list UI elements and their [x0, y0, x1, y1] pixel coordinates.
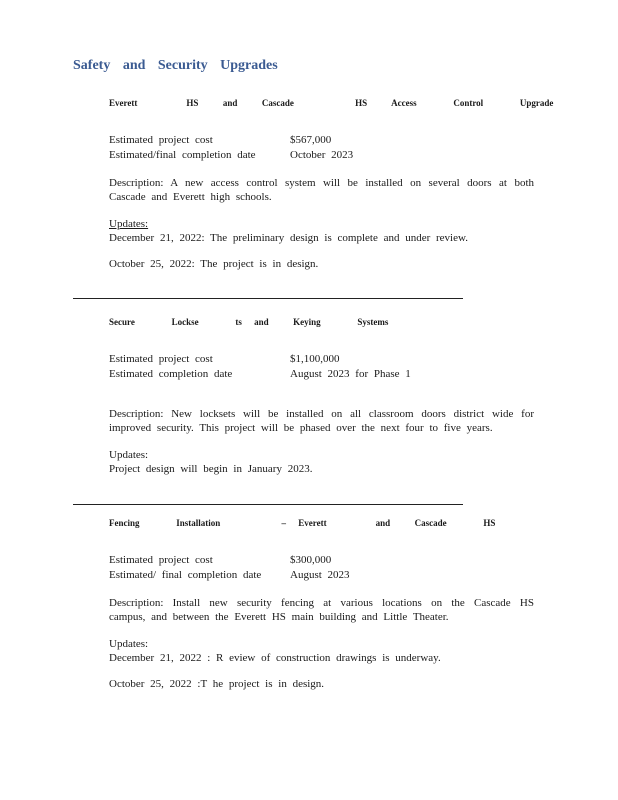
update-item: October 25, 2022: The project is in design. [109, 258, 319, 270]
update-item: December 21, 2022: The preliminary design is complete and under review. [109, 232, 468, 244]
project-access-control [109, 96, 554, 271]
section-divider [73, 504, 463, 505]
project-fencing [109, 516, 534, 691]
project-locksets [109, 315, 534, 476]
page-title: Safety and Security Upgrades [73, 58, 278, 73]
project-title: Everett HS and Cascade HS Access Control Upgrade [109, 98, 554, 108]
update-item: Project design will begin in January 2023. [109, 463, 313, 475]
date-label: Estimated/ final completion date [109, 569, 262, 581]
date-row [109, 148, 534, 163]
cost-value: $567,000 [290, 134, 332, 146]
section-divider [73, 298, 463, 299]
cost-label: Estimated project cost [109, 134, 213, 146]
cost-value: $1,100,000 [290, 353, 340, 365]
updates-label: Updates: [109, 449, 149, 461]
date-row [109, 367, 534, 382]
date-label: Estimated/final completion date [109, 149, 256, 161]
project-description: Description: New locksets will be installed on all classroom doors district wide for improved security. This project will be phased over the next four to five years. [109, 408, 534, 434]
cost-row [109, 553, 534, 568]
project-description: Description: Install new security fencing at various locations on the Cascade HS campus, and between the Everett HS main building and Little Theater. [109, 597, 534, 623]
cost-label: Estimated project cost [109, 353, 213, 365]
update-item: October 25, 2022 :T he project is in design. [109, 678, 325, 690]
project-title: Fencing Installation – Everett and Cascade HS [109, 518, 496, 528]
cost-value: $300,000 [290, 554, 332, 566]
updates-label: Updates: [109, 218, 149, 230]
updates-label: Updates: [109, 638, 149, 650]
update-item: December 21, 2022 : R eview of construction drawings is underway. [109, 652, 441, 664]
project-description: Description: A new access control system will be installed on several doors at both Cascade and Everett high schools. [109, 177, 534, 203]
date-value: August 2023 [290, 569, 350, 581]
cost-row [109, 352, 534, 367]
project-title: Secure Lockse ts and Keying Systems [109, 317, 389, 327]
date-value: August 2023 for Phase 1 [290, 368, 411, 380]
cost-label: Estimated project cost [109, 554, 213, 566]
date-label: Estimated completion date [109, 368, 233, 380]
cost-row [109, 133, 534, 148]
date-row [109, 568, 534, 583]
date-value: October 2023 [290, 149, 354, 161]
